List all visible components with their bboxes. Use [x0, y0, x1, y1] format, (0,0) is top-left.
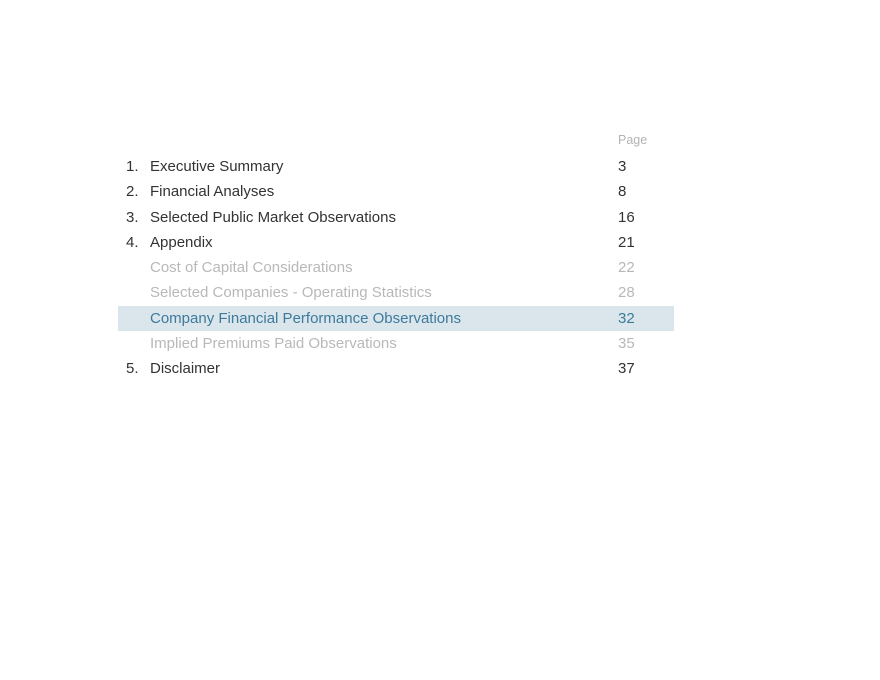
- toc-subentry-financial-performance-active[interactable]: [118, 306, 674, 331]
- toc-entry-page: 8: [618, 183, 627, 201]
- toc-entry-page: 21: [618, 233, 635, 251]
- toc-entry-appendix[interactable]: [118, 230, 674, 255]
- toc-entry-title: Cost of Capital Considerations: [150, 259, 353, 277]
- page-column-label: Page: [618, 133, 648, 147]
- toc-entry-title: Disclaimer: [150, 360, 221, 378]
- toc-entry-page: 22: [618, 259, 635, 277]
- toc-entry-page: 28: [618, 284, 635, 302]
- toc-subentry-implied-premiums[interactable]: [118, 331, 674, 356]
- toc-entry-number: 4.: [126, 233, 139, 251]
- table-of-contents: [118, 128, 674, 382]
- toc-entry-financial-analyses[interactable]: [118, 179, 674, 204]
- toc-entry-title: Financial Analyses: [150, 183, 275, 201]
- toc-entry-title: Selected Companies - Operating Statistics: [150, 284, 432, 302]
- toc-entry-page: 32: [618, 309, 635, 327]
- toc-entry-title: Appendix: [150, 233, 213, 251]
- toc-entry-page: 16: [618, 208, 635, 226]
- toc-entry-selected-public-market-observations[interactable]: [118, 205, 674, 230]
- toc-entry-executive-summary[interactable]: [118, 154, 674, 179]
- toc-entry-number: 2.: [126, 183, 139, 201]
- toc-entry-page: 37: [618, 360, 635, 378]
- toc-entry-page: 35: [618, 335, 635, 353]
- page-column-header: [118, 128, 674, 154]
- toc-entry-number: 3.: [126, 208, 139, 226]
- toc-entry-number: 5.: [126, 360, 139, 378]
- toc-entry-number: 1.: [126, 158, 139, 175]
- toc-entry-title: Selected Public Market Observations: [150, 208, 396, 226]
- toc-subentry-cost-of-capital[interactable]: [118, 255, 674, 280]
- toc-entry-title: Executive Summary: [150, 158, 284, 175]
- toc-entry-title: Company Financial Performance Observations: [150, 309, 461, 327]
- toc-entry-page: 3: [618, 158, 627, 175]
- toc-entry-title: Implied Premiums Paid Observations: [150, 335, 397, 353]
- toc-subentry-operating-statistics[interactable]: [118, 280, 674, 305]
- toc-entry-disclaimer[interactable]: [118, 356, 674, 381]
